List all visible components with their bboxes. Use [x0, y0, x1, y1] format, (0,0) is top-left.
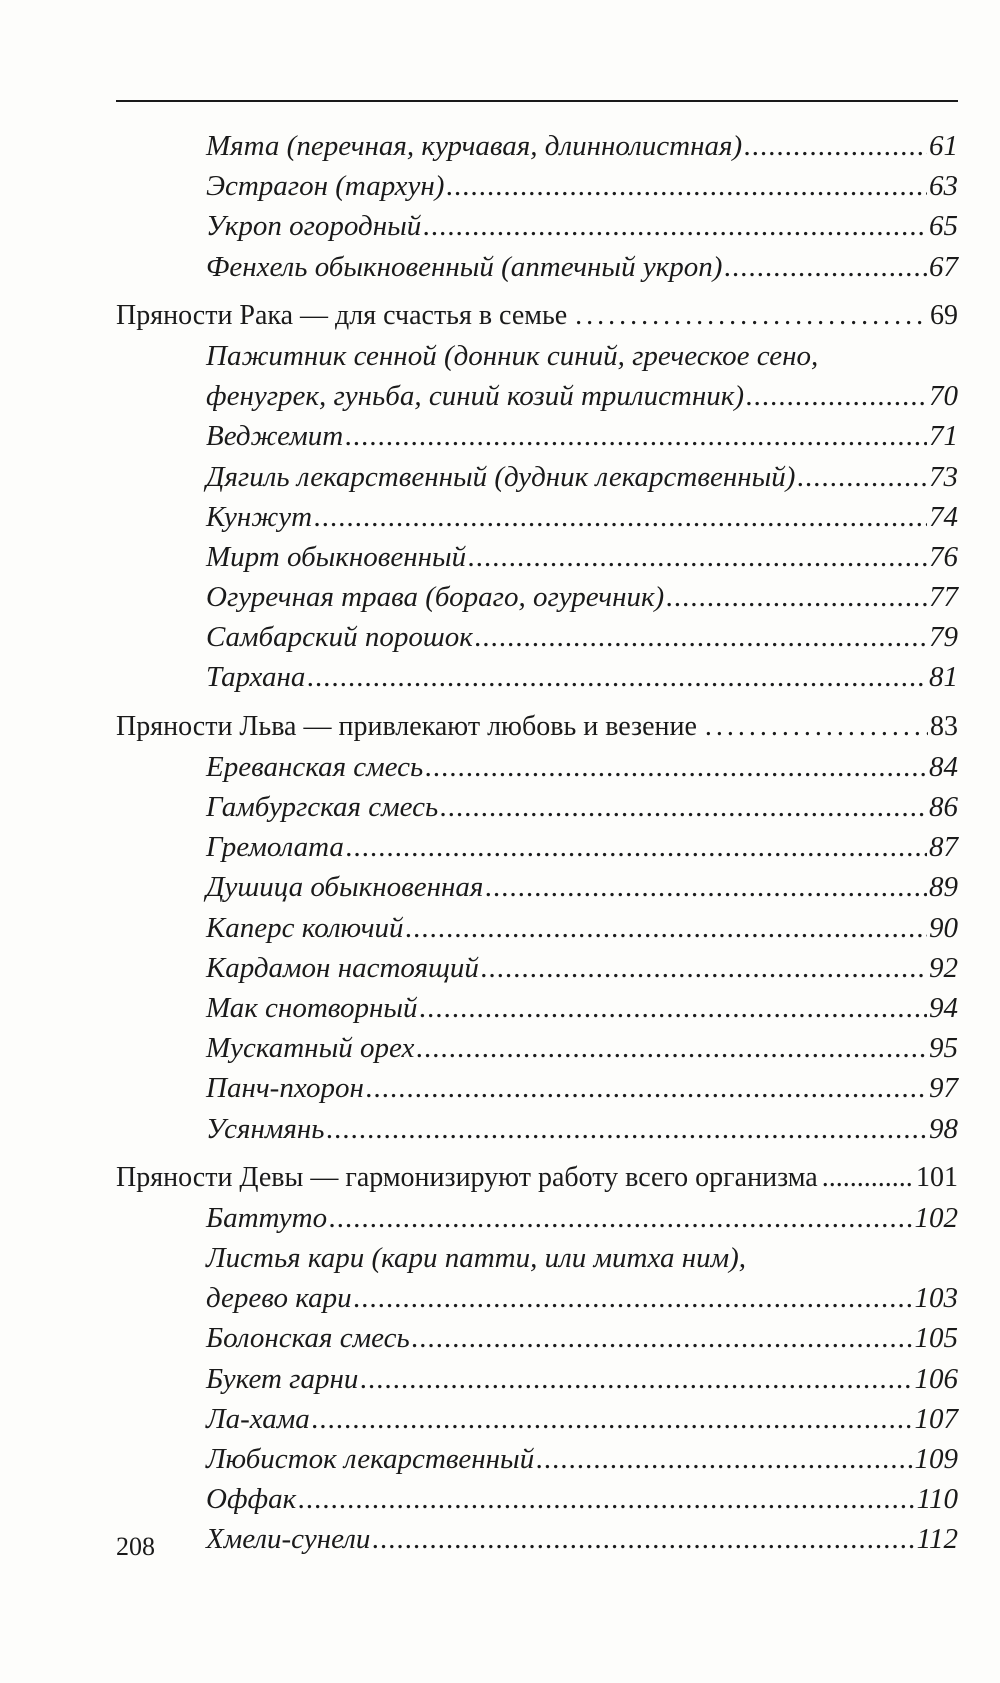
dot-leader — [354, 1278, 913, 1318]
toc-entry-title: Усянмянь — [206, 1112, 325, 1145]
toc-entry-page: 67 — [929, 250, 958, 283]
dot-leader — [412, 1318, 913, 1358]
toc-entry-title: Кунжут — [206, 500, 313, 533]
dot-leader — [360, 1359, 912, 1399]
toc-entry-title: Мята (перечная, курчавая, длиннолистная) — [206, 130, 743, 162]
toc-section-page: 69 — [930, 299, 958, 331]
toc-entry-title: Букет гарни — [206, 1362, 359, 1395]
toc-entry-fenugreek-line2 — [116, 376, 958, 416]
dot-leader — [307, 657, 927, 697]
dot-leader — [485, 867, 927, 907]
toc-entry-title: дерево кари — [206, 1282, 352, 1315]
toc-entry-bouquet-garni — [116, 1359, 958, 1399]
toc-entry-page: 94 — [929, 991, 958, 1024]
toc-entry-title: Кардамон настоящий — [206, 951, 479, 984]
table-of-contents — [116, 126, 958, 1560]
toc-entry-myrtle — [116, 537, 958, 577]
toc-entry-page: 109 — [914, 1443, 958, 1475]
toc-entry-title: Листья кари (кари патти, или митха ним), — [206, 1242, 746, 1275]
toc-entry-fenugreek-line1 — [116, 336, 958, 376]
toc-entry-oregano — [116, 867, 958, 907]
toc-entry-page: 86 — [929, 791, 958, 823]
toc-entry-title: Каперс колючий — [206, 911, 404, 944]
toc-entry-curry-leaves-line1 — [116, 1238, 958, 1278]
toc-entry-title: Эстрагон (тархун) — [206, 170, 445, 203]
dot-leader — [746, 376, 927, 416]
toc-entry-page: 107 — [914, 1402, 958, 1435]
toc-entry-page: 76 — [929, 540, 958, 573]
dot-leader — [366, 1068, 927, 1108]
toc-entry-title: Пажитник сенной (донник синий, греческое сено, — [206, 339, 819, 372]
toc-entry-khmeli-suneli — [116, 1519, 958, 1559]
dot-leader — [406, 908, 927, 948]
dot-leader — [705, 707, 928, 747]
toc-section-page: 83 — [930, 710, 958, 742]
toc-entry-title: Ереванская смесь — [206, 750, 424, 783]
toc-section-title: Пряности Льва — привлекают любовь и везение — [116, 710, 697, 742]
toc-entry-title: Любисток лекарственный — [206, 1443, 535, 1475]
toc-entry-title: Дягиль лекарственный (дудник лекарственный) — [206, 460, 796, 493]
toc-entry-gremolata — [116, 827, 958, 867]
dot-leader — [822, 1158, 912, 1198]
toc-entry-page: 90 — [929, 911, 958, 944]
toc-entry-nutmeg — [116, 1028, 958, 1068]
dot-leader — [420, 988, 928, 1028]
toc-entry-page: 65 — [929, 210, 958, 243]
toc-entry-title: Хмели-сунели — [206, 1523, 371, 1556]
toc-entry-tarragon — [116, 166, 958, 206]
page-number: 208 — [116, 1532, 155, 1561]
toc-entry-page: 71 — [929, 420, 958, 453]
dot-leader — [475, 617, 927, 657]
toc-entry-page: 63 — [929, 170, 958, 203]
toc-entry-title: Веджемит — [206, 420, 344, 453]
dot-leader — [372, 1519, 914, 1559]
dot-leader — [298, 1479, 914, 1519]
toc-entry-title: Ла-хама — [206, 1402, 310, 1435]
toc-entry-page: 73 — [929, 460, 958, 493]
toc-entry-page: 84 — [929, 750, 958, 783]
toc-entry-page: 92 — [929, 951, 958, 984]
toc-entry-page: 98 — [929, 1112, 958, 1145]
dot-leader — [481, 948, 927, 988]
toc-entry-title: Тархана — [206, 661, 306, 694]
dot-leader — [797, 457, 927, 497]
dot-leader — [440, 787, 927, 827]
toc-section-leo — [116, 707, 958, 747]
toc-entry-page: 110 — [916, 1483, 958, 1516]
toc-entry-title: Мирт обыкновенный — [206, 540, 467, 573]
toc-entry-title: Укроп огородный — [206, 210, 422, 243]
toc-entry-title: фенугрек, гуньба, синий козий трилистник) — [206, 380, 744, 413]
toc-entry-angelica — [116, 457, 958, 497]
toc-entry-offak — [116, 1479, 958, 1519]
toc-entry-curry-leaves-line2 — [116, 1278, 958, 1318]
toc-entry-hamburg-mix — [116, 787, 958, 827]
dot-leader — [425, 747, 927, 787]
toc-entry-title: Оффак — [206, 1483, 297, 1516]
toc-entry-page: 70 — [929, 380, 958, 413]
dot-leader — [468, 537, 927, 577]
toc-entry-usyanmyan — [116, 1109, 958, 1149]
toc-entry-page: 89 — [929, 871, 958, 904]
toc-entry-page: 81 — [929, 661, 958, 694]
dot-leader — [416, 1028, 927, 1068]
toc-entry-title: Фенхель обыкновенный (аптечный укроп) — [206, 250, 723, 283]
toc-entry-title: Гремолата — [206, 831, 344, 864]
toc-entry-title: Баттуто — [206, 1201, 328, 1234]
toc-entry-panch-phoron — [116, 1068, 958, 1108]
toc-entry-page: 95 — [929, 1032, 958, 1065]
dot-leader — [346, 827, 927, 867]
toc-section-virgo — [116, 1158, 958, 1198]
toc-entry-title: Огуречная трава (бораго, огуречник) — [206, 581, 665, 614]
toc-entry-mint — [116, 126, 958, 166]
toc-entry-title: Панч-пхорон — [206, 1072, 364, 1105]
dot-leader — [575, 296, 928, 336]
dot-leader — [536, 1439, 912, 1479]
dot-leader — [312, 1399, 913, 1439]
toc-entry-title: Мускатный орех — [206, 1032, 415, 1065]
toc-entry-fennel — [116, 247, 958, 287]
toc-entry-page: 79 — [929, 621, 958, 654]
toc-entry-la-hama — [116, 1399, 958, 1439]
dot-leader — [314, 497, 927, 537]
dot-leader — [329, 1198, 912, 1238]
top-rule — [116, 100, 958, 102]
toc-entry-sesame — [116, 497, 958, 537]
dot-leader — [423, 206, 927, 246]
dot-leader — [326, 1109, 927, 1149]
toc-entry-page: 102 — [914, 1201, 958, 1234]
toc-entry-page: 61 — [929, 130, 958, 162]
toc-entry-borage — [116, 577, 958, 617]
toc-entry-cardamom — [116, 948, 958, 988]
toc-entry-caper — [116, 908, 958, 948]
toc-entry-page: 112 — [916, 1523, 958, 1556]
toc-section-title: Пряности Девы — гармонизируют работу всего организма — [116, 1161, 818, 1193]
toc-entry-page: 77 — [929, 581, 958, 614]
dot-leader — [724, 247, 927, 287]
toc-entry-title: Душица обыкновенная — [206, 871, 484, 904]
toc-entry-poppy — [116, 988, 958, 1028]
toc-entry-battuto — [116, 1198, 958, 1238]
toc-entry-bologna-mix — [116, 1318, 958, 1358]
toc-entry-yerevan-mix — [116, 747, 958, 787]
toc-entry-title: Самбарский порошок — [206, 621, 473, 654]
toc-entry-page: 97 — [929, 1072, 958, 1105]
toc-entry-title: Мак снотворный — [206, 991, 418, 1024]
dot-leader — [744, 126, 927, 166]
toc-entry-page: 106 — [914, 1362, 958, 1395]
toc-entry-vegemite — [116, 416, 958, 456]
toc-entry-tarhana — [116, 657, 958, 697]
toc-entry-page: 105 — [914, 1322, 958, 1355]
dot-leader — [446, 166, 927, 206]
toc-entry-lovage — [116, 1439, 958, 1479]
toc-section-page: 101 — [916, 1161, 958, 1193]
toc-entry-dill — [116, 206, 958, 246]
toc-entry-page: 103 — [914, 1282, 958, 1315]
dot-leader — [345, 416, 927, 456]
toc-entry-page: 74 — [929, 500, 958, 533]
toc-entry-title: Болонская смесь — [206, 1322, 410, 1355]
toc-section-cancer — [116, 296, 958, 336]
toc-entry-page: 87 — [929, 831, 958, 864]
toc-entry-sambar-powder — [116, 617, 958, 657]
dot-leader — [666, 577, 927, 617]
toc-section-title: Пряности Рака — для счастья в семье — [116, 299, 568, 331]
toc-entry-title: Гамбургская смесь — [206, 791, 439, 823]
